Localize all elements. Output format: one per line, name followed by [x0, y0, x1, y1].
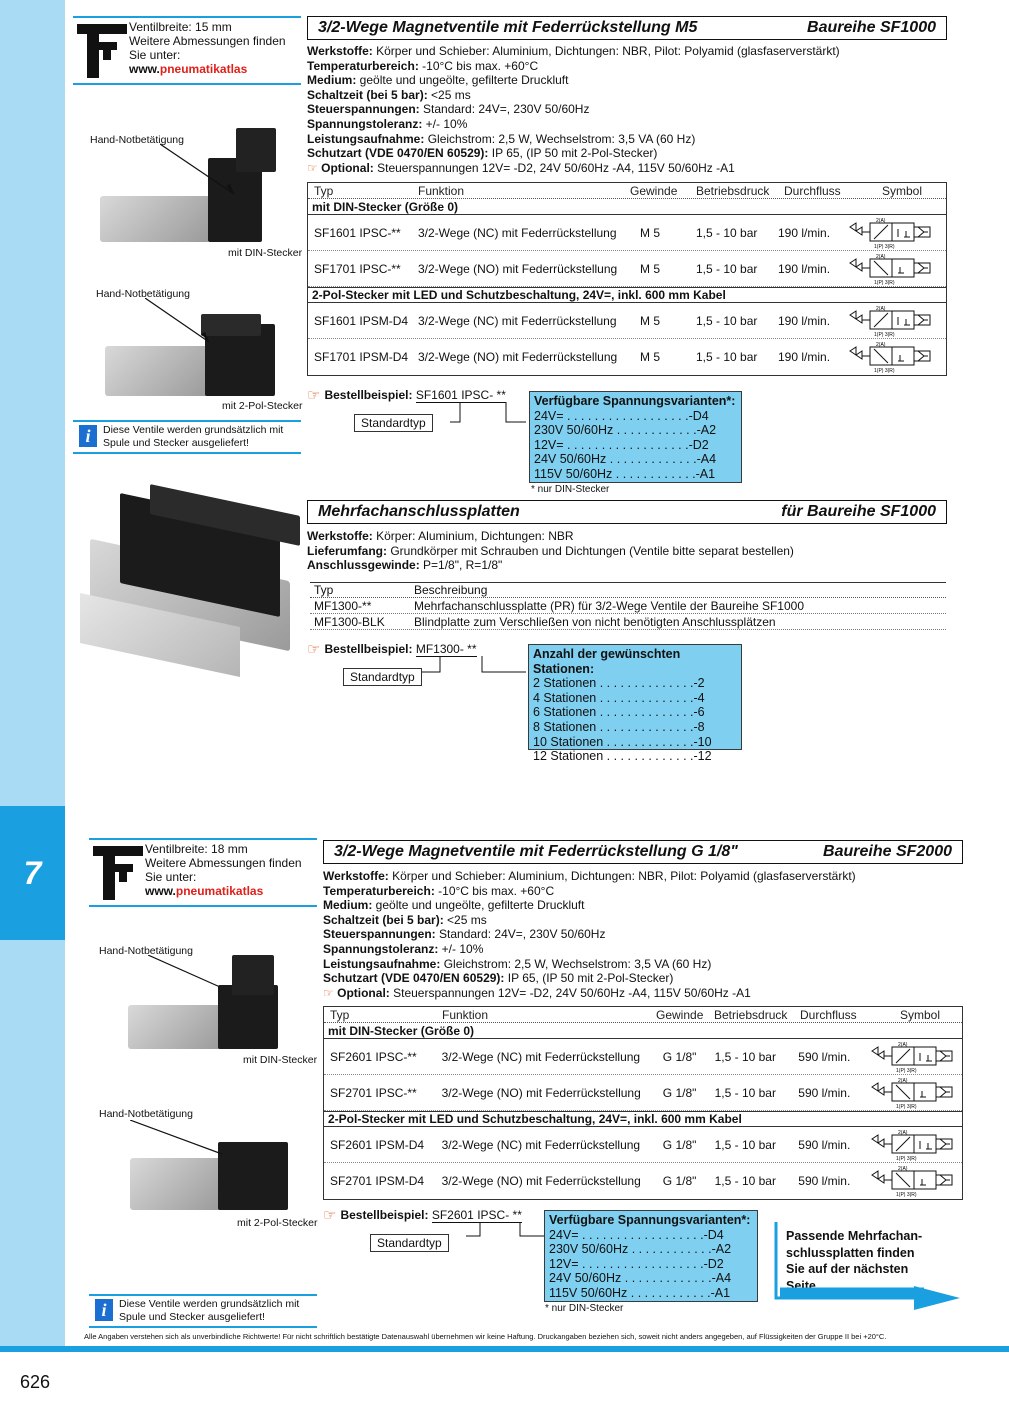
valve-photo-din [100, 128, 300, 248]
standard-type-label: Standardtyp [354, 414, 433, 432]
hand-pointer-icon: ☞ [323, 985, 334, 1000]
table-row: SF1601 IPSC-** 3/2-Wege (NC) mit Federrückstellung M 5 1,5 - 10 bar 190 l/min. 2(A) 1(P) 3(R) [308, 215, 946, 251]
series-label: Baureihe SF2000 [823, 843, 952, 860]
svg-text:2(A): 2(A) [898, 1077, 908, 1084]
svg-text:2(A): 2(A) [898, 1041, 908, 1048]
table-row: MF1300-BLK Blindplatte zum Verschließen von nicht benötigten Anschlussplätzen [310, 614, 946, 630]
order-example-sf2000: ☞ Bestellbeispiel: SF2601 IPSC- ** [323, 1207, 522, 1224]
table-row: SF1701 IPSC-** 3/2-Wege (NO) mit Federrückstellung M 5 1,5 - 10 bar 190 l/min. 2(A) 1(P) 3(R) [308, 251, 946, 287]
caption-2pol: mit 2-Pol-Stecker [237, 1217, 318, 1229]
section-title: 3/2-Wege Magnetventile mit Federrückstellung G 1/8" [334, 843, 738, 860]
see-text: Sie unter: [145, 870, 197, 884]
optional-line: ☞ Optional: Steuerspannungen 12V= -D2, 24V 50/60Hz -A4, 115V 50/60Hz -A1 [307, 160, 735, 175]
svg-text:1(P) 3(R): 1(P) 3(R) [874, 368, 895, 373]
svg-text:1(P) 3(R): 1(P) 3(R) [874, 279, 895, 285]
logo-block-2 [89, 838, 317, 907]
valve-symbol-no [848, 253, 940, 285]
caliper-logo-icon [73, 20, 129, 80]
section-title: Mehrfachanschlussplatten [318, 503, 520, 520]
caliper-logo-icon [89, 842, 145, 902]
info-icon: i [79, 425, 97, 447]
section-header-manifold [307, 500, 947, 524]
voltage-variants-box: Verfügbare Spannungsvarianten*: 24V= . . . . . . . . . . . . . . . . . .-D4 230V 50/60Hz . . . . . . . . . . . .-A2 12V= . . . . . . . . . . . . . . . . . .-D2 24V 50/60Hz . . . . . . . . . . . . .-A4 115V 50/60Hz . . . . . . . . . . . .-A1 [544, 1210, 758, 1302]
logo-block-1 [73, 16, 301, 85]
properties-manifold: Werkstoffe: Körper: Aluminium, Dichtungen: NBR Lieferumfang: Grundkörper mit Schrauben und Dichtungen (Ventile bitte separat bestellen) Anschlussgewinde: P=1/8", R=1/8" [307, 529, 794, 573]
hand-pointer-icon: ☞ [323, 1207, 337, 1224]
website-link[interactable]: www.pneumatikatlas [145, 884, 264, 898]
valve-symbol-no [870, 1165, 962, 1197]
caption-din: mit DIN-Stecker [228, 247, 303, 259]
chapter-tab: 7 [0, 806, 65, 940]
hand-pointer-icon: ☞ [307, 387, 321, 404]
caption-hand-override-1: Hand-Notbetätigung [90, 134, 184, 146]
svg-text:1(P) 3(R): 1(P) 3(R) [896, 1067, 917, 1073]
table-row: MF1300-** Mehrfachanschlussplatte (PR) für 3/2-Wege Ventile der Baureihe SF1000 [310, 598, 946, 614]
dimensions-text: Weitere Abmessungen finden [129, 34, 286, 48]
section-title: 3/2-Wege Magnetventile mit Federrückstellung M5 [318, 19, 698, 36]
website-link[interactable]: www.pneumatikatlas [129, 62, 248, 76]
svg-text:2(A): 2(A) [898, 1129, 908, 1136]
series-label: für Baureihe SF1000 [781, 503, 936, 520]
see-text: Sie unter: [129, 48, 181, 62]
product-table-sf2000: Typ Funktion Gewinde Betriebsdruck Durchfluss Symbol mit DIN-Stecker (Größe 0) SF2601 IPSC-** 3/2-Wege (NC) mit Federrückstellung G 1/8" 1,5 - 10 bar 590 l/min. 2(A) 1(P) 3(R) SF2701 IPSC-** 3/2-Wege (NO) mit Federrückstellung G 1/8" 1,5 - 10 bar 590 l/min. 2(A) 1(P) 3(R) 2-Pol-Stecker mit LED und Schutzbeschaltung, 24V=, inkl. 600 mm Kabel SF2601 IPSM-D4 3/2-Wege (NC) mit Federrückstellung G 1/8" 1,5 - 10 bar 590 l/min. 2(A) 1(P) 3(R) SF2701 IPSM-D4 3/2-Wege (NO) mit Federrückstellung G 1/8" 1,5 - 10 bar 590 l/min. 2(A) 1(P) 3(R) [323, 1006, 963, 1200]
manifold-photo [80, 500, 300, 680]
standard-type-label: Standardtyp [370, 1234, 449, 1252]
section-header-sf2000 [323, 840, 963, 864]
standard-type-label: Standardtyp [343, 668, 422, 686]
group-2pol: 2-Pol-Stecker mit LED und Schutzbeschaltung, 24V=, inkl. 600 mm Kabel [324, 1111, 962, 1127]
table-row: SF2701 IPSM-D4 3/2-Wege (NO) mit Federrückstellung G 1/8" 1,5 - 10 bar 590 l/min. 2(A) 1(P) 3(R) [324, 1163, 962, 1199]
properties-sf1000: Werkstoffe: Körper und Schieber: Aluminium, Dichtungen: NBR, Pilot: Polyamid (glasfaserverstärkt) Temperaturbereich: -10°C bis max. +60°C Medium: geölte und ungeölte, gefilterte Druckluft Schaltzeit (bei 5 bar): <25 ms Steuerspannungen: Standard: 24V=, 230V 50/60Hz Spannungstoleranz: +/- 10% Leistungsaufnahme: Gleichstrom: 2,5 W, Wechselstrom: 3,5 VA (60 Hz) Schutzart (VDE 0470/EN 60529): IP 65, (IP 50 mit 2-Pol-Stecker) ☞ Optional: Steuerspannungen 12V= -D2, 24V 50/60Hz -A4, 115V 50/60Hz -A1 [307, 44, 947, 175]
table-row: SF1601 IPSM-D4 3/2-Wege (NC) mit Federrückstellung M 5 1,5 - 10 bar 190 l/min. 2(A) 1(P) 3(R) [308, 303, 946, 339]
variants-note: * nur DIN-Stecker [531, 484, 610, 495]
valve-symbol-nc [848, 217, 940, 249]
table-row: SF1701 IPSM-D4 3/2-Wege (NO) mit Federrückstellung M 5 1,5 - 10 bar 190 l/min. 2(A) 1(P) 3(R) [308, 339, 946, 375]
caption-din: mit DIN-Stecker [243, 1054, 318, 1066]
group-2pol: 2-Pol-Stecker mit LED und Schutzbeschaltung, 24V=, inkl. 600 mm Kabel [308, 287, 946, 303]
svg-text:2(A): 2(A) [898, 1166, 908, 1172]
svg-text:2(A): 2(A) [876, 305, 886, 312]
order-example-sf1000: ☞ Bestellbeispiel: SF1601 IPSC- ** [307, 387, 506, 404]
svg-text:2(A): 2(A) [876, 253, 886, 260]
footnote: Alle Angaben verstehen sich als unverbindliche Richtwerte! Für nicht schriftlich bestätigte Datenauswahl übernehmen wir keine Haftung. Druckangaben beziehen sich, soweit nicht anders angegeben, auf Flüssigkeiten der Gruppe II bei +20°C. [84, 1332, 887, 1341]
arrow-right-icon [774, 1222, 964, 1312]
optional-line: ☞ Optional: Steuerspannungen 12V= -D2, 24V 50/60Hz -A4, 115V 50/60Hz -A1 [323, 985, 751, 1000]
valve-photo-din-2 [128, 955, 318, 1055]
valve-width: Ventilbreite: 18 mm [145, 842, 248, 856]
svg-text:1(P) 3(R): 1(P) 3(R) [874, 331, 895, 337]
valve-symbol-nc [870, 1041, 962, 1073]
page-number: 626 [20, 1372, 51, 1392]
info-note-1: i Diese Ventile werden grundsätzlich mit Spule und Stecker ausgeliefert! [73, 420, 301, 454]
valve-photo-2pol [105, 298, 305, 403]
bottom-rule [0, 1346, 1009, 1352]
valve-photo-2pol-2 [130, 1120, 320, 1220]
info-note-2: i Diese Ventile werden grundsätzlich mit Spule und Stecker ausgeliefert! [89, 1294, 317, 1328]
valve-symbol-nc [870, 1129, 962, 1161]
next-page-hint: Passende Mehrfachan-schlussplatten finden Sie auf der nächsten Seite [786, 1229, 923, 1293]
caption-hand-override-3: Hand-Notbetätigung [99, 945, 193, 957]
info-icon: i [95, 1299, 113, 1321]
caption-2pol: mit 2-Pol-Stecker [222, 400, 303, 412]
table-row: SF2601 IPSC-** 3/2-Wege (NC) mit Federrückstellung G 1/8" 1,5 - 10 bar 590 l/min. 2(A) 1(P) 3(R) [324, 1039, 962, 1075]
valve-symbol-no [848, 341, 940, 373]
section-header-sf1000 [307, 16, 947, 40]
group-din: mit DIN-Stecker (Größe 0) [324, 1023, 962, 1039]
svg-text:2(A): 2(A) [876, 342, 886, 348]
svg-text:1(P) 3(R): 1(P) 3(R) [874, 243, 895, 249]
caption-hand-override-4: Hand-Notbetätigung [99, 1108, 193, 1120]
svg-text:1(P) 3(R): 1(P) 3(R) [896, 1103, 917, 1109]
series-label: Baureihe SF1000 [807, 19, 936, 36]
svg-text:2(A): 2(A) [876, 217, 886, 224]
table-row: SF2601 IPSM-D4 3/2-Wege (NC) mit Federrückstellung G 1/8" 1,5 - 10 bar 590 l/min. 2(A) 1(P) 3(R) [324, 1127, 962, 1163]
properties-sf2000: Werkstoffe: Körper und Schieber: Aluminium, Dichtungen: NBR, Pilot: Polyamid (glasfaserverstärkt) Temperaturbereich: -10°C bis max. +60°C Medium: geölte und ungeölte, gefilterte Druckluft Schaltzeit (bei 5 bar): <25 ms Steuerspannungen: Standard: 24V=, 230V 50/60Hz Spannungstoleranz: +/- 10% Leistungsaufnahme: Gleichstrom: 2,5 W, Wechselstrom: 3,5 VA (60 Hz) Schutzart (VDE 0470/EN 60529): IP 65, (IP 50 mit 2-Pol-Stecker) ☞ Optional: Steuerspannungen 12V= -D2, 24V 50/60Hz -A4, 115V 50/60Hz -A1 [323, 869, 963, 1000]
stations-box: Anzahl der gewünschten Stationen: 2 Stationen . . . . . . . . . . . . . .-2 4 Stationen . . . . . . . . . . . . . .-4 6 Stationen . . . . . . . . . . . . . .-6 8 Stationen . . . . . . . . . . . . . .-8 10 Stationen . . . . . . . . . . . . .-10 12 Stationen . . . . . . . . . . . . .-12 [528, 644, 742, 750]
svg-text:1(P) 3(R): 1(P) 3(R) [896, 1192, 917, 1197]
valve-width: Ventilbreite: 15 mm [129, 20, 232, 34]
hand-pointer-icon: ☞ [307, 160, 318, 175]
svg-text:1(P) 3(R): 1(P) 3(R) [896, 1155, 917, 1161]
variants-note: * nur DIN-Stecker [545, 1303, 624, 1314]
voltage-variants-box: Verfügbare Spannungsvarianten*: 24V= . . . . . . . . . . . . . . . . . .-D4 230V 50/60Hz . . . . . . . . . . . .-A2 12V= . . . . . . . . . . . . . . . . . .-D2 24V 50/60Hz . . . . . . . . . . . . .-A4 115V 50/60Hz . . . . . . . . . . . .-A1 [529, 391, 742, 483]
sidebar [0, 0, 65, 1346]
product-table-sf1000: Typ Funktion Gewinde Betriebsdruck Durchfluss Symbol mit DIN-Stecker (Größe 0) SF1601 IPSC-** 3/2-Wege (NC) mit Federrückstellung M 5 1,5 - 10 bar 190 l/min. 2(A) 1(P) 3(R) SF1701 IPSC-** 3/2-Wege (NO) mit Federrückstellung M 5 1,5 - 10 bar 190 l/min. 2(A) 1(P) 3(R) 2-Pol-Stecker mit LED und Schutzbeschaltung, 24V=, inkl. 600 mm Kabel SF1601 IPSM-D4 3/2-Wege (NC) mit Federrückstellung M 5 1,5 - 10 bar 190 l/min. 2(A) 1(P) 3(R) SF1701 IPSM-D4 3/2-Wege (NO) mit Federrückstellung M 5 1,5 - 10 bar 190 l/min. 2(A) 1(P) 3(R) [307, 182, 947, 376]
table-row: SF2701 IPSC-** 3/2-Wege (NO) mit Federrückstellung G 1/8" 1,5 - 10 bar 590 l/min. 2(A) 1(P) 3(R) [324, 1075, 962, 1111]
valve-symbol-nc [848, 305, 940, 337]
caption-hand-override-2: Hand-Notbetätigung [96, 288, 190, 300]
dimensions-text: Weitere Abmessungen finden [145, 856, 302, 870]
hand-pointer-icon: ☞ [307, 641, 321, 658]
valve-symbol-no [870, 1077, 962, 1109]
group-din: mit DIN-Stecker (Größe 0) [308, 199, 946, 215]
manifold-table: Typ Beschreibung MF1300-** Mehrfachanschlussplatte (PR) für 3/2-Wege Ventile der Baureihe SF1000 MF1300-BLK Blindplatte zum Verschließen von nicht benötigten Anschlussplätzen [310, 582, 946, 630]
order-example-manifold: ☞ Bestellbeispiel: MF1300- ** [307, 641, 477, 658]
